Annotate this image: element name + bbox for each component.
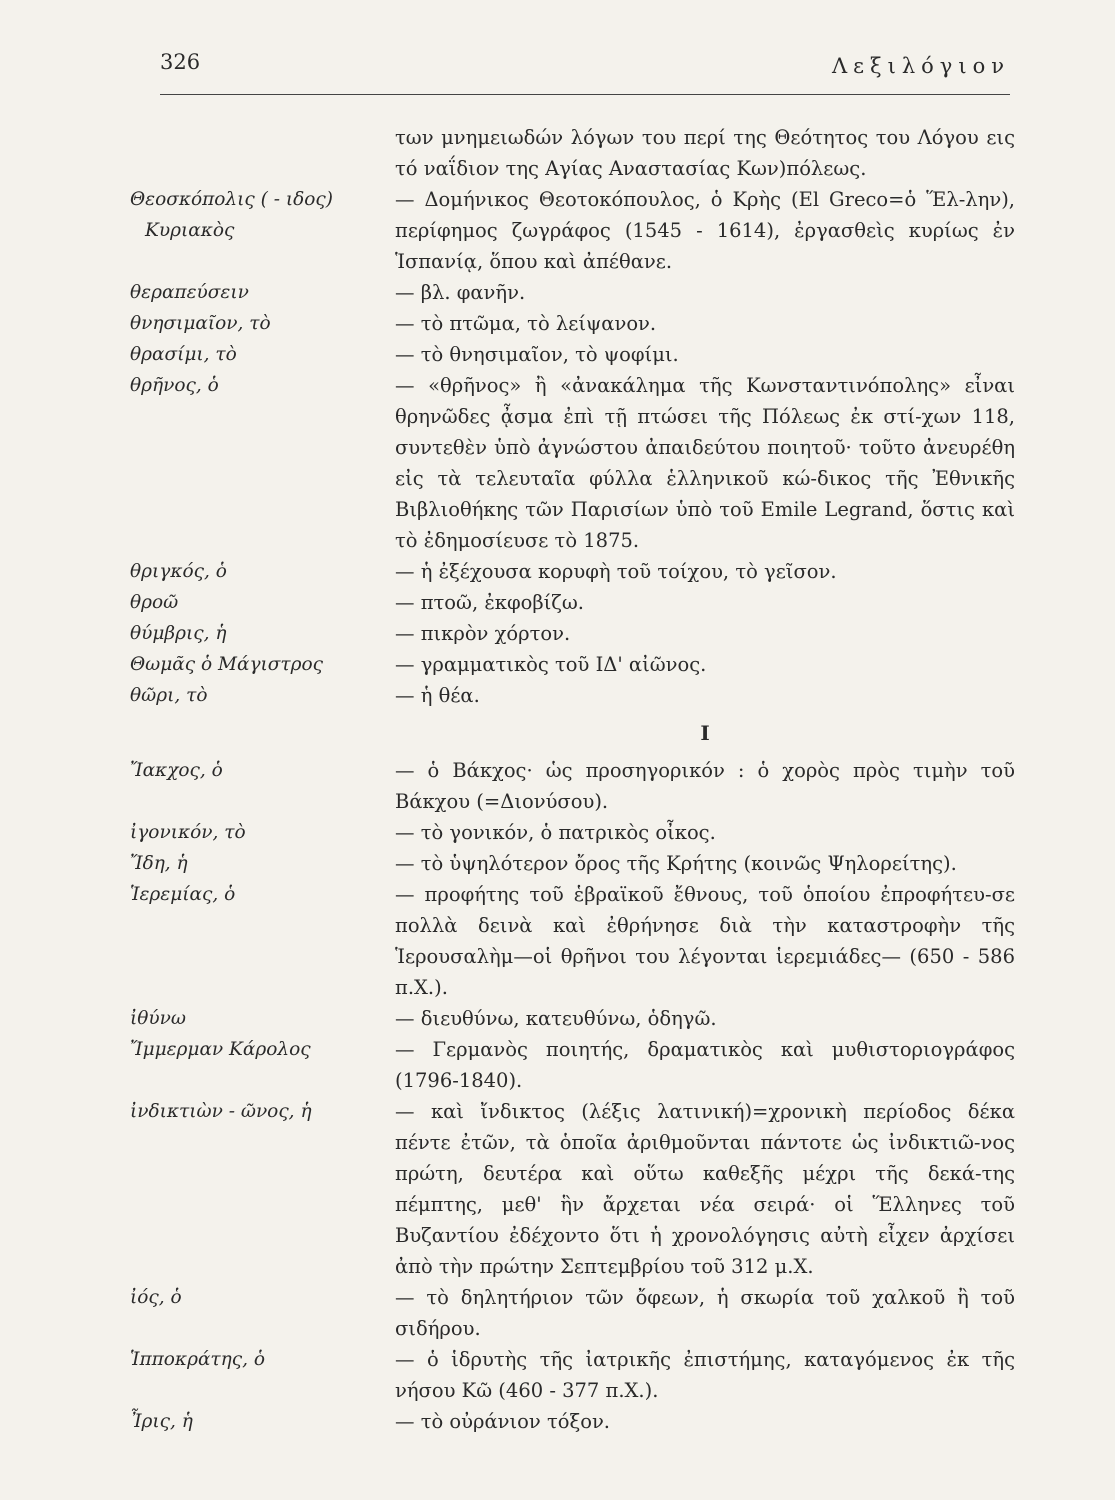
entry-term-text: ἰγονικόν, τὸ	[130, 822, 246, 843]
entry-term	[130, 587, 385, 618]
glossary-entry	[130, 649, 1020, 680]
entry-definition	[395, 1034, 1015, 1096]
page-header	[160, 44, 1010, 95]
entry-term-text: θριγκός, ὁ	[130, 561, 227, 582]
entry-definition-text: διευθύνω, κατευθύνω, ὁδηγῶ.	[420, 1007, 717, 1030]
entry-definition	[395, 1003, 1015, 1034]
entry-dash: —	[395, 1100, 431, 1123]
entry-definition-text: τὸ θνησιμαῖον, τὸ ψοφίμι.	[420, 343, 679, 366]
entry-term	[130, 1096, 385, 1127]
entry-term	[130, 755, 385, 786]
entry-definition	[395, 1344, 1015, 1406]
entry-term	[130, 1034, 385, 1065]
entry-term	[130, 817, 385, 848]
entry-term-text: θνησιμαῖον, τὸ	[130, 313, 271, 334]
entries-theta	[130, 184, 1020, 711]
glossary-entry	[130, 618, 1020, 649]
glossary-entry	[130, 1003, 1020, 1034]
entry-term	[130, 556, 385, 587]
entry-definition	[395, 1096, 1015, 1282]
entry-term-text: Ἴμμερμαν Κάρολος	[130, 1039, 311, 1060]
entry-term	[130, 879, 385, 910]
entry-definition-text: ἡ ἐξέχουσα κορυφὴ τοῦ τοίχου, τὸ γεῖσον.	[420, 560, 837, 583]
entry-dash: —	[395, 1410, 421, 1433]
entry-definition-text: καὶ ἴνδικτος (λέξις λατινική)=χρονικὴ περίοδος δέκα πέντε ἐτῶν, τὰ ὁποῖα ἀριθμοῦνται πάντοτε ὡς ἰνδικτιῶ-νος πρώτη, δευτέρα καὶ οὕτω καθεξῆς μέχρι τῆς δεκά-της πέμπτης, μεθ' ἣν ἄρχεται νέα σειρά· οἱ Ἕλληνες τοῦ Βυζαντίου ἐδέχοντο ὅτι ἡ χρονολόγησις αὐτὴ εἶχεν ἀρχίσει ἀπὸ τὴν πρώτην Σεπτεμβρίου τοῦ 312 μ.Χ.	[395, 1100, 1015, 1278]
entry-definition	[395, 277, 1015, 308]
entry-term	[130, 649, 385, 680]
entry-definition	[395, 587, 1015, 618]
entry-dash: —	[395, 591, 421, 614]
entry-definition	[395, 184, 1015, 277]
entry-dash: —	[395, 343, 421, 366]
entry-definition	[395, 649, 1015, 680]
entry-dash: —	[395, 622, 421, 645]
entry-definition-text: τὸ ὑψηλότερον ὄρος τῆς Κρήτης (κοινῶς Ψηλορείτης).	[420, 852, 957, 875]
entry-definition	[395, 755, 1015, 817]
entry-definition	[395, 680, 1015, 711]
glossary-entry	[130, 277, 1020, 308]
entry-term-text: Ἱερεμίας, ὁ	[130, 884, 236, 905]
entry-definition	[395, 1282, 1015, 1344]
entry-dash: —	[395, 374, 429, 397]
entry-term	[130, 1344, 385, 1375]
continuation-entry	[130, 122, 1020, 184]
entry-dash: —	[395, 821, 421, 844]
glossary-entry	[130, 755, 1020, 817]
entry-dash: —	[395, 684, 421, 707]
entry-term-text: θεραπεύσειν	[130, 282, 249, 303]
entry-definition-text: βλ. φανῆν.	[420, 281, 526, 304]
entry-definition	[395, 879, 1015, 1003]
entry-term-text: θροῶ	[130, 592, 179, 613]
entry-definition-text: πτοῶ, ἐκφοβίζω.	[420, 591, 584, 614]
entry-definition	[395, 556, 1015, 587]
entry-term-text: ἰός, ὁ	[130, 1287, 182, 1308]
entry-dash: —	[395, 653, 421, 676]
entry-term-text: Θεοσκόπολις ( - ιδος)	[130, 189, 333, 210]
entry-definition	[395, 339, 1015, 370]
entry-definition-text: τὸ πτῶμα, τὸ λείψανον.	[420, 312, 657, 335]
entry-definition-text: ἡ θέα.	[420, 684, 480, 707]
entry-dash: —	[395, 281, 421, 304]
entry-definition-text: τὸ δηλητήριον τῶν ὄφεων, ἡ σκωρία τοῦ χαλκοῦ ἢ τοῦ σιδήρου.	[395, 1286, 1015, 1340]
entry-definition-text: προφήτης τοῦ ἑβραϊκοῦ ἔθνους, τοῦ ὁποίου ἐπροφήτευ-σε πολλὰ δεινὰ καὶ ἐθρήνησε διὰ τὴν καταστροφὴν τῆς Ἱερουσαλὴμ—οἱ θρῆνοι του λέγονται ἱερεμιάδες— (650 - 586 π.Χ.).	[395, 883, 1015, 999]
section-letter: I	[700, 721, 710, 745]
entry-definition-text: Γερμανὸς ποιητής, δραματικὸς καὶ μυθιστοριογράφος (1796-1840).	[395, 1038, 1016, 1092]
entry-definition-text: γραμματικὸς τοῦ ΙΔ' αἰῶνος.	[420, 653, 707, 676]
entry-definition	[395, 370, 1015, 556]
glossary-entry	[130, 339, 1020, 370]
entry-term	[130, 370, 385, 401]
entry-term-text: ἰθύνω	[130, 1008, 186, 1029]
glossary-entry	[130, 1406, 1020, 1437]
entry-term	[130, 1003, 385, 1034]
entry-dash: —	[395, 1038, 433, 1061]
entry-term	[130, 848, 385, 879]
entry-dash: —	[395, 883, 425, 906]
glossary-entry	[130, 680, 1020, 711]
entries-iota	[130, 755, 1020, 1437]
entry-dash: —	[395, 188, 425, 211]
glossary-entry	[130, 308, 1020, 339]
entry-dash: —	[395, 312, 421, 335]
entry-dash: —	[395, 1348, 427, 1371]
glossary-entry	[130, 879, 1020, 1003]
entry-dash: —	[395, 759, 428, 782]
entry-term-text: Ἶρις, ἡ	[130, 1411, 193, 1432]
entry-term	[130, 1406, 385, 1437]
entry-term	[130, 308, 385, 339]
glossary-entry	[130, 184, 1020, 277]
running-title: Λεξιλόγιον	[832, 54, 1010, 78]
entry-term-text: Θωμᾶς ὁ Μάγιστρος	[130, 654, 324, 675]
entry-definition	[395, 817, 1015, 848]
entry-term-text: θῶρι, τὸ	[130, 685, 208, 706]
glossary-entry	[130, 1034, 1020, 1096]
glossary-entry	[130, 848, 1020, 879]
glossary-entry	[130, 1282, 1020, 1344]
entry-definition-text: ὁ ἱδρυτὴς τῆς ἰατρικῆς ἐπιστήμης, καταγόμενος ἐκ τῆς νήσου Κῶ (460 - 377 π.Χ.).	[395, 1348, 1016, 1402]
entry-term-subtext: Κυριακὸς	[145, 220, 235, 241]
entry-term	[130, 184, 385, 246]
entry-term	[130, 680, 385, 711]
entry-dash: —	[395, 1286, 427, 1309]
entry-definition	[395, 308, 1015, 339]
entry-definition	[395, 618, 1015, 649]
glossary-entry	[130, 370, 1020, 556]
page-number: 326	[160, 50, 201, 74]
entry-term-text: Ἱπποκράτης, ὁ	[130, 1349, 266, 1370]
entry-term-text: Ἴδη, ἡ	[130, 853, 188, 874]
entry-term-text: θρασίμι, τὸ	[130, 344, 237, 365]
glossary-entry	[130, 556, 1020, 587]
entry-term-text: ἰνδικτιὼν - ῶνος, ἡ	[130, 1101, 312, 1122]
entry-dash: —	[395, 1007, 421, 1030]
entry-definition-text: τὸ οὐράνιον τόξον.	[420, 1410, 611, 1433]
entry-dash: —	[395, 852, 421, 875]
glossary-entry	[130, 1096, 1020, 1282]
entry-dash: —	[395, 560, 421, 583]
entry-term	[130, 618, 385, 649]
entry-definition-text: «θρῆνος» ἢ «ἀνακάλημα τῆς Κωνσταντινόπολης» εἶναι θρηνῶδες ᾆσμα ἐπὶ τῇ πτώσει τῆς Πόλεως ἐκ στί-χων 118, συντεθὲν ὑπὸ ἀγνώστου ἀπαιδεύτου ποιητοῦ· τοῦτο ἀνευρέθη εἰς τὰ τελευταῖα φύλλα ἑλληνικοῦ κώ-δικος τῆς Ἐθνικῆς Βιβλιοθήκης τῶν Παρισίων ὑπὸ τοῦ Emile Legrand, ὅστις καὶ τὸ ἐδημοσίευσε τὸ 1875.	[395, 374, 1015, 552]
continuation-text: των μνημειωδών λόγων του περί της Θεότητος του Λόγου εις τό ναΐδιον της Αγίας Αναστασίας Κων)πόλεως.	[395, 126, 1015, 180]
entry-term-text: Ἴακχος, ὁ	[130, 760, 223, 781]
entry-definition	[395, 848, 1015, 879]
entry-term-text: θρῆνος, ὁ	[130, 375, 219, 396]
glossary-entry	[130, 587, 1020, 618]
glossary-entry	[130, 817, 1020, 848]
entry-definition-text: πικρὸν χόρτον.	[420, 622, 571, 645]
entry-term	[130, 1282, 385, 1313]
entry-term-text: θύμβρις, ἡ	[130, 623, 227, 644]
entry-term	[130, 277, 385, 308]
entry-definition-text: Δομήνικος Θεοτοκόπουλος, ὁ Κρὴς (El Greco=ὁ Ἕλ-λην), περίφημος ζωγράφος (1545 - 1614), ἐργασθεὶς κυρίως ἐν Ἱσπανίᾳ, ὅπου καὶ ἀπέθανε.	[395, 188, 1016, 273]
entry-definition-text: ὁ Βάκχος· ὡς προσηγορικόν : ὁ χορὸς πρὸς τιμὴν τοῦ Βάκχου (=Διονύσου).	[395, 759, 1016, 813]
entry-definition	[395, 1406, 1015, 1437]
entry-definition-text: τὸ γονικόν, ὁ πατρικὸς οἶκος.	[420, 821, 716, 844]
entry-term	[130, 339, 385, 370]
glossary-entry	[130, 1344, 1020, 1406]
glossary-entries	[130, 122, 1020, 1437]
